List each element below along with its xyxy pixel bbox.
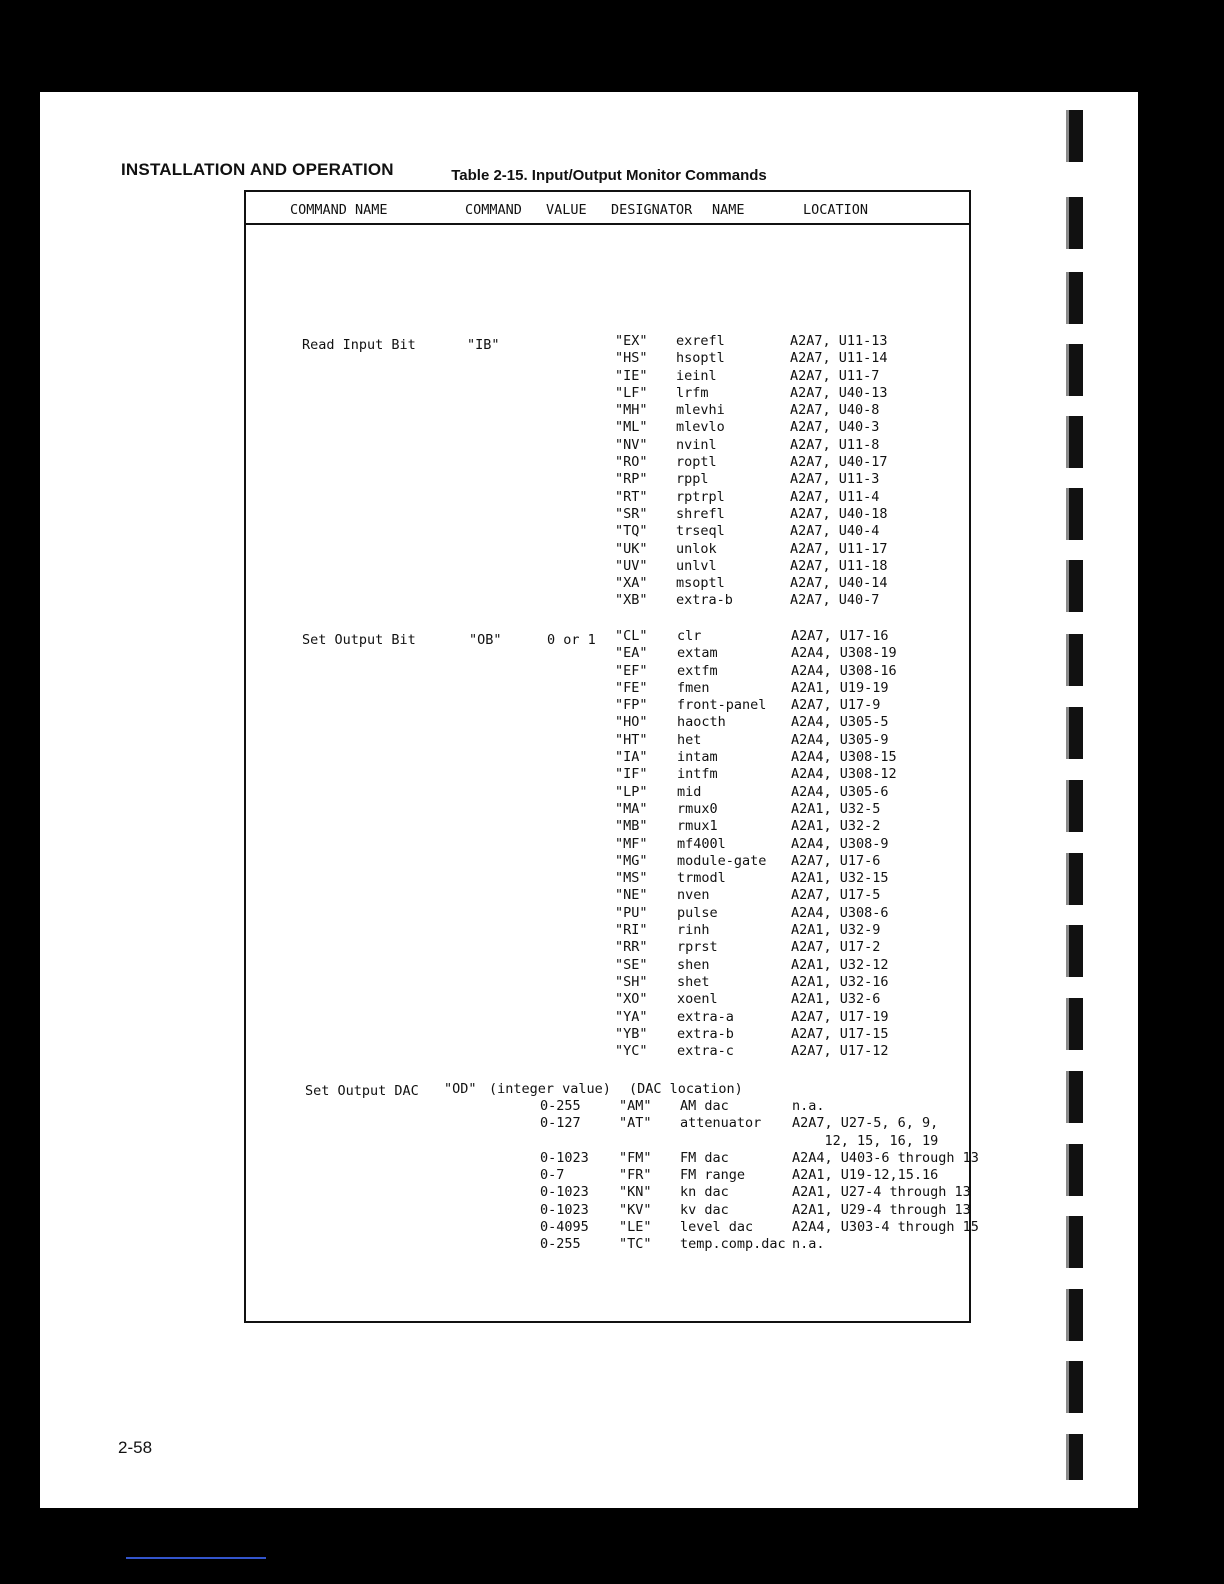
set-dac-command-name: Set Output DAC xyxy=(305,1083,419,1099)
set-dac-location-item: 12, 15, 16, 19 xyxy=(792,1132,939,1149)
set-dac-value-item xyxy=(540,1133,589,1150)
set-output-name-item: rinh xyxy=(677,922,710,939)
read-input-command: "IB" xyxy=(467,337,500,353)
read-input-name-item: roptl xyxy=(676,454,717,471)
scan-edge-bar xyxy=(126,1557,266,1559)
read-input-designator-item: "XA" xyxy=(615,575,648,592)
binder-tab xyxy=(1066,634,1083,686)
set-output-designator-item: "YB" xyxy=(615,1025,648,1042)
set-output-name-item: extfm xyxy=(677,662,718,679)
set-dac-name-item: temp.comp.dac xyxy=(680,1236,786,1253)
binder-tab xyxy=(1066,560,1083,612)
set-dac-value-item: 0-1023 xyxy=(540,1149,589,1166)
set-output-designator-item: "IF" xyxy=(615,766,648,783)
set-dac-name-item: kn dac xyxy=(680,1184,729,1201)
set-output-location-item: A2A4, U308-16 xyxy=(791,662,897,679)
read-input-location-item: A2A7, U11-13 xyxy=(790,333,888,349)
set-output-location-item: A2A4, U305-9 xyxy=(791,731,889,748)
binder-tab xyxy=(1066,1216,1083,1268)
set-output-name-item: extam xyxy=(677,645,718,662)
set-dac-location-item: A2A4, U303-4 through 15 xyxy=(792,1219,979,1236)
read-input-location-item: A2A7, U40-8 xyxy=(790,402,880,419)
binder-tab xyxy=(1066,110,1083,162)
set-output-designator-item: "EA" xyxy=(615,645,648,662)
set-output-location-item: A2A4, U305-6 xyxy=(791,783,889,800)
header-rule xyxy=(244,223,971,225)
binder-tabs xyxy=(1064,14,1090,1404)
set-output-name-item: intfm xyxy=(677,766,718,783)
set-output-designator-item: "YC" xyxy=(615,1043,648,1060)
set-dac-location-item: A2A1, U19-12,15.16 xyxy=(792,1167,939,1184)
set-dac-location-item: A2A1, U29-4 through 13 xyxy=(792,1201,971,1218)
header-designator: DESIGNATOR xyxy=(611,202,693,218)
set-output-name-item: intam xyxy=(677,749,718,766)
set-output-designator-item: "IA" xyxy=(615,749,648,766)
set-output-value: 0 or 1 xyxy=(547,632,596,648)
set-output-location-item: A2A1, U32-5 xyxy=(791,800,881,817)
set-output-location-item: A2A7, U17-2 xyxy=(791,939,881,956)
read-input-name-item: extra-b xyxy=(676,592,733,609)
binder-tab xyxy=(1066,344,1083,396)
read-input-location-item: A2A7, U11-8 xyxy=(790,436,880,453)
set-dac-designator-item: "FM" xyxy=(619,1149,652,1166)
set-output-name-item: extra-c xyxy=(677,1043,734,1060)
set-output-designator-item: "MS" xyxy=(615,870,648,887)
set-output-location-item: A2A4, U308-6 xyxy=(791,904,889,921)
set-output-designator-item: "YA" xyxy=(615,1008,648,1025)
set-dac-name-item: FM range xyxy=(680,1167,746,1184)
set-output-location-item: A2A7, U17-16 xyxy=(791,628,889,644)
set-output-name-item: module-gate xyxy=(677,852,767,869)
binder-tab xyxy=(1066,1434,1083,1480)
set-dac-name-item: AM dac xyxy=(680,1098,729,1114)
read-input-designator-item: "LF" xyxy=(615,384,648,401)
set-output-designator-item: "PU" xyxy=(615,904,648,921)
read-input-name-item: mlevlo xyxy=(676,419,725,436)
section-header: INSTALLATION AND OPERATION xyxy=(121,160,394,179)
set-output-designator-item: "MG" xyxy=(615,852,648,869)
set-output-name-item: extra-b xyxy=(677,1025,734,1042)
header-command-name: COMMAND NAME xyxy=(290,202,388,218)
set-output-designator-item: "FP" xyxy=(615,697,648,714)
set-dac-location-item: A2A7, U27-5, 6, 9, xyxy=(792,1115,939,1132)
read-input-designator-item: "HS" xyxy=(615,350,648,367)
header-name: NAME xyxy=(712,202,745,218)
set-output-name-item: shet xyxy=(677,973,710,990)
set-output-name-item: mid xyxy=(677,783,702,800)
set-output-locations xyxy=(791,628,897,1060)
set-dac-designator-item: "KV" xyxy=(619,1201,652,1218)
set-output-designator-item: "HT" xyxy=(615,731,648,748)
set-output-designator-item: "SE" xyxy=(615,956,648,973)
read-input-name-item: ieinl xyxy=(676,367,717,384)
set-dac-designators xyxy=(619,1098,652,1254)
set-dac-designator-item: "AM" xyxy=(619,1098,652,1114)
set-dac-designator-item: "FR" xyxy=(619,1167,652,1184)
set-output-name-item: mf400l xyxy=(677,835,726,852)
read-input-designator-item: "XB" xyxy=(615,592,648,609)
header-location: LOCATION xyxy=(803,202,869,218)
set-dac-name-item: level dac xyxy=(680,1219,754,1236)
set-dac-locations xyxy=(792,1098,979,1254)
set-output-designator-item: "EF" xyxy=(615,662,648,679)
header-command: COMMAND xyxy=(465,202,522,218)
set-output-name-item: extra-a xyxy=(677,1008,734,1025)
read-input-name-item: rptrpl xyxy=(676,488,725,505)
read-input-location-item: A2A7, U40-4 xyxy=(790,523,880,540)
set-dac-designator-item: "LE" xyxy=(619,1219,652,1236)
read-input-name-item: shrefl xyxy=(676,505,725,522)
set-output-designator-item: "NE" xyxy=(615,887,648,904)
read-input-name-item: lrfm xyxy=(676,384,709,401)
set-dac-command: "OD" xyxy=(444,1081,477,1097)
set-output-location-item: A2A1, U32-12 xyxy=(791,956,889,973)
set-dac-value-item: 0-255 xyxy=(540,1236,581,1253)
set-output-location-item: A2A4, U308-12 xyxy=(791,766,897,783)
read-input-name-item: rppl xyxy=(676,471,709,488)
binder-tab xyxy=(1066,488,1083,540)
read-input-location-item: A2A7, U11-18 xyxy=(790,557,888,574)
set-dac-name-item: attenuator xyxy=(680,1115,762,1132)
read-input-designator-item: "EX" xyxy=(615,333,648,349)
read-input-name-item: trseql xyxy=(676,523,725,540)
set-dac-name-item xyxy=(680,1133,786,1150)
read-input-location-item: A2A7, U40-14 xyxy=(790,575,888,592)
set-output-name-item: rmux0 xyxy=(677,800,718,817)
read-input-location-item: A2A7, U11-7 xyxy=(790,367,880,384)
read-input-locations xyxy=(790,333,888,610)
set-dac-designator-item xyxy=(619,1133,652,1150)
set-output-name-item: nven xyxy=(677,887,710,904)
set-output-location-item: A2A4, U308-15 xyxy=(791,749,897,766)
set-dac-designator-item: "AT" xyxy=(619,1115,652,1132)
set-dac-designator-item: "KN" xyxy=(619,1184,652,1201)
set-output-designator-item: "MA" xyxy=(615,800,648,817)
set-dac-location-item: n.a. xyxy=(792,1236,825,1253)
page-number: 2-58 xyxy=(118,1438,153,1457)
binder-tab xyxy=(1066,1361,1083,1413)
read-input-designators xyxy=(615,333,648,610)
read-input-designator-item: "IE" xyxy=(615,367,648,384)
set-output-command-name: Set Output Bit xyxy=(302,632,416,648)
set-dac-name-item: FM dac xyxy=(680,1149,729,1166)
read-input-location-item: A2A7, U11-3 xyxy=(790,471,880,488)
set-output-name-item: front-panel xyxy=(677,697,767,714)
set-output-command: "OB" xyxy=(469,632,502,648)
set-output-designators xyxy=(615,628,648,1060)
set-output-location-item: A2A4, U305-5 xyxy=(791,714,889,731)
set-dac-value-item: 0-7 xyxy=(540,1167,565,1184)
set-dac-location-item: n.a. xyxy=(792,1098,825,1114)
read-input-designator-item: "NV" xyxy=(615,436,648,453)
set-output-name-item: haocth xyxy=(677,714,726,731)
read-input-designator-item: "RP" xyxy=(615,471,648,488)
binder-tab xyxy=(1066,416,1083,468)
set-dac-value-item: 0-1023 xyxy=(540,1184,589,1201)
set-dac-value-item: 0-127 xyxy=(540,1115,581,1132)
read-input-designator-item: "UK" xyxy=(615,540,648,557)
set-output-designator-item: "SH" xyxy=(615,973,648,990)
read-input-location-item: A2A7, U11-14 xyxy=(790,350,888,367)
read-input-name-item: hsoptl xyxy=(676,350,725,367)
read-input-name-item: unlok xyxy=(676,540,717,557)
binder-tab xyxy=(1066,197,1083,249)
set-dac-value-item: 0-1023 xyxy=(540,1201,589,1218)
read-input-location-item: A2A7, U40-13 xyxy=(790,384,888,401)
set-output-location-item: A2A7, U17-6 xyxy=(791,852,881,869)
binder-tab xyxy=(1066,1071,1083,1123)
set-output-designator-item: "FE" xyxy=(615,679,648,696)
set-output-name-item: shen xyxy=(677,956,710,973)
set-output-location-item: A2A1, U32-15 xyxy=(791,870,889,887)
binder-tab xyxy=(1066,1289,1083,1341)
read-input-location-item: A2A7, U40-18 xyxy=(790,505,888,522)
set-output-name-item: het xyxy=(677,731,702,748)
set-output-name-item: xoenl xyxy=(677,991,718,1008)
read-input-designator-item: "MH" xyxy=(615,402,648,419)
header-value: VALUE xyxy=(546,202,587,218)
set-dac-name-item: kv dac xyxy=(680,1201,729,1218)
set-dac-value-item: 0-255 xyxy=(540,1098,581,1114)
read-input-designator-item: "RT" xyxy=(615,488,648,505)
set-dac-names xyxy=(680,1098,786,1254)
binder-tab xyxy=(1066,1144,1083,1196)
read-input-names xyxy=(676,333,733,610)
set-output-location-item: A2A7, U17-9 xyxy=(791,697,881,714)
set-output-name-item: rmux1 xyxy=(677,818,718,835)
binder-tab xyxy=(1066,272,1083,324)
set-dac-value-item: 0-4095 xyxy=(540,1219,589,1236)
set-dac-designator-item: "TC" xyxy=(619,1236,652,1253)
set-dac-location-item: A2A4, U403-6 through 13 xyxy=(792,1149,979,1166)
set-output-location-item: A2A1, U32-2 xyxy=(791,818,881,835)
read-input-location-item: A2A7, U40-7 xyxy=(790,592,880,609)
set-output-designator-item: "RI" xyxy=(615,922,648,939)
set-dac-location-item: A2A1, U27-4 through 13 xyxy=(792,1184,971,1201)
set-output-location-item: A2A4, U308-19 xyxy=(791,645,897,662)
set-output-designator-item: "HO" xyxy=(615,714,648,731)
set-output-name-item: clr xyxy=(677,628,702,644)
set-output-location-item: A2A7, U17-15 xyxy=(791,1025,889,1042)
set-dac-location-note: (DAC location) xyxy=(629,1081,743,1097)
binder-tab xyxy=(1066,998,1083,1050)
set-output-designator-item: "CL" xyxy=(615,628,648,644)
set-dac-values xyxy=(540,1098,589,1254)
set-output-name-item: rprst xyxy=(677,939,718,956)
read-input-location-item: A2A7, U11-17 xyxy=(790,540,888,557)
set-output-designator-item: "RR" xyxy=(615,939,648,956)
read-input-designator-item: "RO" xyxy=(615,454,648,471)
read-input-name-item: msoptl xyxy=(676,575,725,592)
set-output-designator-item: "LP" xyxy=(615,783,648,800)
set-output-location-item: A2A7, U17-5 xyxy=(791,887,881,904)
read-input-name-item: mlevhi xyxy=(676,402,725,419)
read-input-location-item: A2A7, U11-4 xyxy=(790,488,880,505)
set-output-name-item: pulse xyxy=(677,904,718,921)
binder-tab xyxy=(1066,707,1083,759)
set-output-designator-item: "XO" xyxy=(615,991,648,1008)
read-input-name-item: nvinl xyxy=(676,436,717,453)
set-output-name-item: trmodl xyxy=(677,870,726,887)
set-output-location-item: A2A1, U32-6 xyxy=(791,991,881,1008)
read-input-designator-item: "TQ" xyxy=(615,523,648,540)
set-output-designator-item: "MB" xyxy=(615,818,648,835)
read-input-location-item: A2A7, U40-17 xyxy=(790,454,888,471)
set-output-names xyxy=(677,628,766,1060)
read-input-designator-item: "ML" xyxy=(615,419,648,436)
read-input-designator-item: "UV" xyxy=(615,557,648,574)
read-input-name-item: exrefl xyxy=(676,333,725,349)
read-input-name-item: unlvl xyxy=(676,557,717,574)
set-output-location-item: A2A7, U17-19 xyxy=(791,1008,889,1025)
binder-tab xyxy=(1066,925,1083,977)
set-output-location-item: A2A1, U32-9 xyxy=(791,922,881,939)
read-input-location-item: A2A7, U40-3 xyxy=(790,419,880,436)
binder-tab xyxy=(1066,780,1083,832)
set-output-location-item: A2A1, U32-16 xyxy=(791,973,889,990)
set-dac-value-note: (integer value) xyxy=(489,1081,611,1097)
set-output-location-item: A2A1, U19-19 xyxy=(791,679,889,696)
set-output-name-item: fmen xyxy=(677,679,710,696)
set-output-location-item: A2A7, U17-12 xyxy=(791,1043,889,1060)
set-output-designator-item: "MF" xyxy=(615,835,648,852)
read-input-command-name: Read Input Bit xyxy=(302,337,416,353)
read-input-designator-item: "SR" xyxy=(615,505,648,522)
table-title: Table 2-15. Input/Output Monitor Commands xyxy=(451,167,767,184)
binder-tab xyxy=(1066,853,1083,905)
set-output-location-item: A2A4, U308-9 xyxy=(791,835,889,852)
